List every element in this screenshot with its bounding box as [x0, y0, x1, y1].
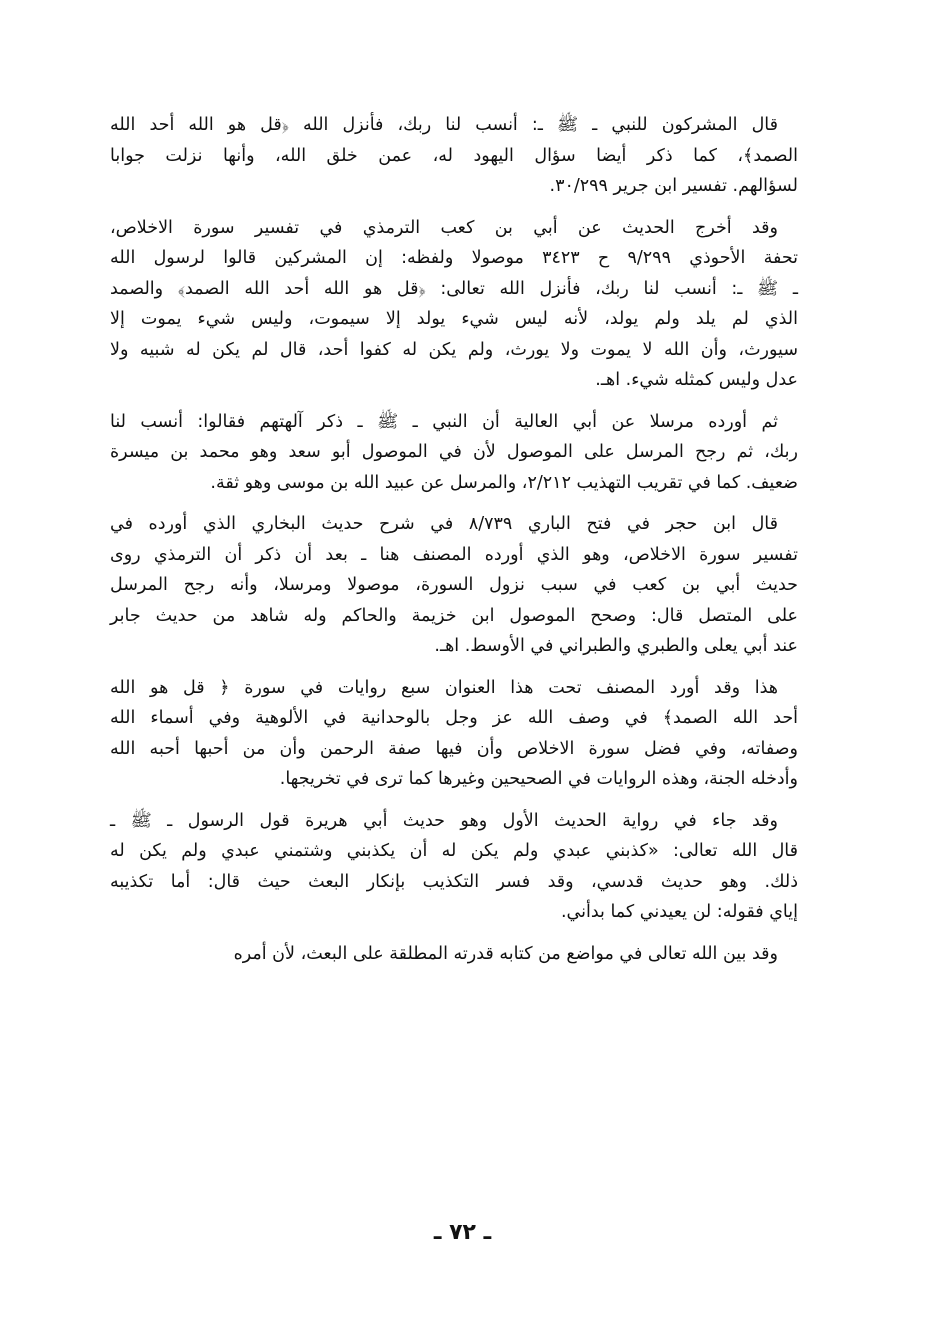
- text-line: سيورث، وأن الله لا يموت ولا يورث، ولم يكن له كفوا أحد، قال لم يكن له شبيه ولا: [110, 339, 798, 360]
- text-line: ضعيف. كما في تقريب التهذيب ٢/٢١٢، والمرسل عن عبيد الله بن موسى وهو ثقة.: [210, 472, 798, 493]
- text-line: تحفة الأحوذي ٩/٢٩٩ ح ٣٤٢٣ موصولا ولفظه: إن المشركين قالوا لرسول الله: [110, 248, 799, 268]
- text-line: حديث أبي بن كعب في سبب نزول السورة، موصولا ومرسلا، وأنه رجح المرسل: [110, 575, 798, 595]
- text-line: وقد جاء في رواية الحديث الأول وهو حديث أبي هريرة قول الرسول ـ ﷺ ـ: [110, 810, 778, 831]
- text-line: وصفاته، وفي فضل سورة الاخلاص وأن فيها صفة الرحمن وأن من أحبها أحبه الله: [110, 738, 798, 759]
- text-line: ربك، ثم رجح المرسل على الموصول لأن في الموصول أبو سعد وهو محمد بن ميسرة: [110, 442, 798, 462]
- text-line: قال الله تعالى: «كذبني عبدي ولم يكن له أن يكذبني وشتمني عبدي ولم يكن له: [110, 841, 798, 861]
- text-line: على المتصل قال: وصحح الموصول ابن خزيمة والحاكم وله شاهد من حديث جابر: [110, 605, 798, 626]
- text-line: عند أبي يعلى والطبري والطبراني في الأوسط. اهـ.: [434, 636, 798, 656]
- paragraph: [110, 939, 798, 970]
- text-line: الذي لم يلد ولم يولد، لأنه ليس شيء يولد إلا سيموت، وليس شيء يموت إلا: [110, 309, 798, 329]
- paragraph: [110, 407, 798, 499]
- paragraph: [110, 509, 798, 662]
- paragraph: [110, 110, 798, 202]
- text-line: قال المشركون للنبي ـ ﷺ ـ: أنسب لنا ربك، فأنزل الله ﴿قل هو الله أحد الله: [110, 115, 778, 135]
- paragraph: [110, 213, 798, 396]
- page-number: ـ ٧٢ ـ: [433, 1220, 492, 1245]
- text-line: قال ابن حجر في فتح الباري ٨/٧٣٩ في شرح حديث البخاري الذي أورده في: [110, 514, 778, 534]
- text-line: إياي فقوله: لن يعيدني كما بدأني.: [560, 902, 798, 922]
- text-line: ذلك. وهو حديث قدسي، وقد فسر التكذيب بإنكار البعث حيث قال: أما تكذيبه: [110, 871, 798, 892]
- text-line: وأدخله الجنة، وهذه الروايات في الصحيحين وغيرها كما ترى في تخريجها.: [279, 769, 798, 789]
- text-line: ـ ﷺ ـ: أنسب لنا ربك، فأنزل الله تعالى: ﴿قل هو الله أحد الله الصمد﴾ والصمد: [110, 278, 798, 299]
- text-line: عدل وليس كمثله شيء. اهـ.: [595, 370, 798, 390]
- text-line: ثم أورده مرسلا عن أبي العالية أن النبي ـ ﷺ ـ ذكر آلهتهم فقالوا: أنسب لنا: [110, 411, 778, 432]
- body-text: [110, 110, 798, 980]
- text-line: لسؤالهم. تفسير ابن جرير ٣٠/٢٩٩.: [549, 176, 798, 196]
- text-line: الصمد﴾، كما ذكر أيضا سؤال اليهود له، عمن خلق الله، وأنها نزلت جوابا: [110, 145, 798, 166]
- text-line: وقد أخرج الحديث عن أبي بن كعب الترمذي في تفسير سورة الاخلاص،: [110, 217, 778, 238]
- paragraph: [110, 806, 798, 928]
- paragraph: [110, 673, 798, 795]
- text-line: هذا وقد أورد المصنف تحت هذا العنوان سبع روايات في سورة ﴿ قل هو الله: [110, 677, 778, 698]
- text-line: وقد بين الله تعالى في مواضع من كتابه قدرته المطلقة على البعث، لأن أمره: [233, 943, 778, 964]
- text-line: تفسير سورة الاخلاص، وهو الذي أورده المصنف هنا ـ بعد أن ذكر أن الترمذي روى: [110, 544, 798, 565]
- text-line: أحد الله الصمد﴾ في وصف الله عز وجل بالوحدانية في الألوهية وفي أسماء الله: [110, 708, 798, 728]
